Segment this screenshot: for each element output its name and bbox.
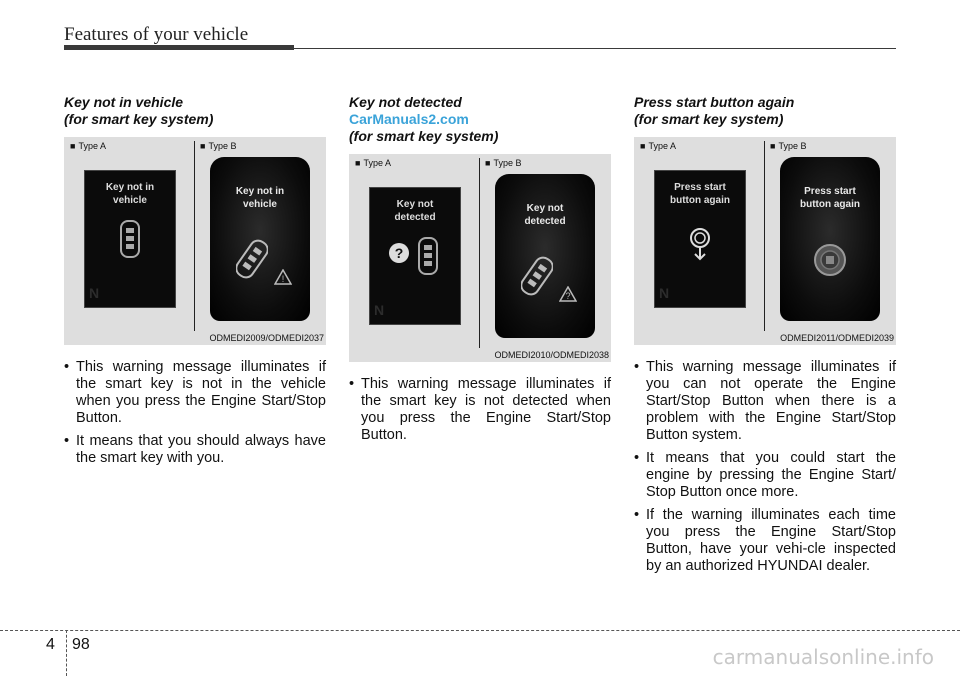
- cluster-display-type-a: [369, 187, 461, 325]
- heading-line-1: Key not in vehicle: [64, 94, 184, 110]
- heading-line-2: (for smart key system): [349, 128, 499, 144]
- smart-key-fob-icon: [236, 235, 268, 283]
- cluster-display-type-b: [210, 157, 310, 321]
- header-rule-thin: [294, 48, 896, 49]
- chapter-number: 4: [46, 636, 55, 653]
- heading-text: Key not detected: [349, 94, 462, 110]
- list-item: • It means that you should always have the smart key with you.: [64, 433, 326, 467]
- figure-key-not-detected: [349, 154, 611, 362]
- warning-triangle-icon: [559, 286, 577, 302]
- list-item: • This warning message illuminates if the smart key is not detected when you press the Engine Start/Stop Button.: [349, 376, 611, 444]
- svg-text:?: ?: [565, 291, 571, 301]
- page-number: 98: [72, 636, 90, 653]
- smart-key-fob-icon: [521, 252, 553, 300]
- figure-caption: ODMEDI2009/ODMEDI2037: [209, 333, 324, 343]
- column-press-start-button-again: [634, 94, 896, 581]
- smart-key-fob-icon: [416, 236, 440, 276]
- display-message: Press start button again: [670, 182, 730, 206]
- question-mark-icon: [388, 242, 410, 264]
- footer-rule: [0, 630, 960, 631]
- list-item: • This warning message illuminates if you can not operate the Engine Start/Stop Button when there is a problem with the Engine Start/Stop Button system.: [634, 359, 896, 444]
- display-message: Key not in vehicle: [105, 182, 155, 206]
- figure-key-not-in-vehicle: [64, 137, 326, 345]
- gear-indicator-icon: N: [374, 302, 386, 318]
- heading-line-1: Press start button again: [634, 94, 795, 110]
- warning-triangle-icon: [274, 269, 292, 285]
- list-item: • This warning message illuminates if the smart key is not in the vehicle when you press the Engine Start/Stop Button.: [64, 359, 326, 427]
- type-a-label: ■ Type A: [355, 158, 391, 168]
- display-message: Key not detected: [524, 203, 566, 227]
- gear-indicator-icon: N: [659, 285, 671, 301]
- cluster-display-type-a: [654, 170, 746, 308]
- watermark: CarManuals2.com: [349, 111, 469, 127]
- figure-divider: [194, 141, 195, 331]
- bullet-list: [64, 359, 326, 467]
- site-watermark: carmanualsonline.info: [712, 645, 934, 669]
- start-button-icon: [683, 227, 717, 261]
- figure-caption: ODMEDI2011/ODMEDI2039: [780, 333, 894, 343]
- gear-indicator-icon: N: [89, 285, 101, 301]
- type-b-label: ■ Type B: [485, 158, 521, 168]
- heading-line-2: (for smart key system): [634, 111, 784, 127]
- bullet-list: [349, 376, 611, 444]
- list-item: • It means that you could start the engine by pressing the Engine Start/ Stop Button once more.: [634, 450, 896, 501]
- header-rule: [64, 45, 294, 50]
- figure-caption: ODMEDI2010/ODMEDI2038: [494, 350, 609, 360]
- cluster-display-type-b: [495, 174, 595, 338]
- type-a-label: ■ Type A: [640, 141, 676, 151]
- section-title: Features of your vehicle: [64, 24, 249, 45]
- cluster-display-type-a: [84, 170, 176, 308]
- list-item: • If the warning illuminates each time you press the Engine Start/Stop Button, have your vehi-cle inspected by an authorized HYUNDAI dealer.: [634, 507, 896, 575]
- footer-divider: [66, 630, 67, 676]
- type-b-label: ■ Type B: [200, 141, 236, 151]
- type-b-label: ■ Type B: [770, 141, 806, 151]
- svg-text:?: ?: [394, 245, 404, 261]
- figure-divider: [479, 158, 480, 348]
- svg-text:!: !: [281, 274, 285, 284]
- column-heading: [349, 94, 611, 145]
- heading-line-2: (for smart key system): [64, 111, 214, 127]
- heading-line-1: [349, 94, 611, 128]
- column-heading: [634, 94, 896, 128]
- column-heading: [64, 94, 326, 128]
- display-message: Key not in vehicle: [235, 186, 285, 210]
- start-button-icon: [813, 243, 847, 277]
- figure-press-start-button-again: [634, 137, 896, 345]
- cluster-display-type-b: [780, 157, 880, 321]
- column-key-not-detected: [349, 94, 611, 450]
- bullet-list: [634, 359, 896, 575]
- smart-key-fob-icon: [118, 219, 142, 259]
- column-key-not-in-vehicle: [64, 94, 326, 473]
- display-message: Press start button again: [800, 186, 860, 210]
- display-message: Key not detected: [394, 199, 436, 223]
- figure-divider: [764, 141, 765, 331]
- type-a-label: ■ Type A: [70, 141, 106, 151]
